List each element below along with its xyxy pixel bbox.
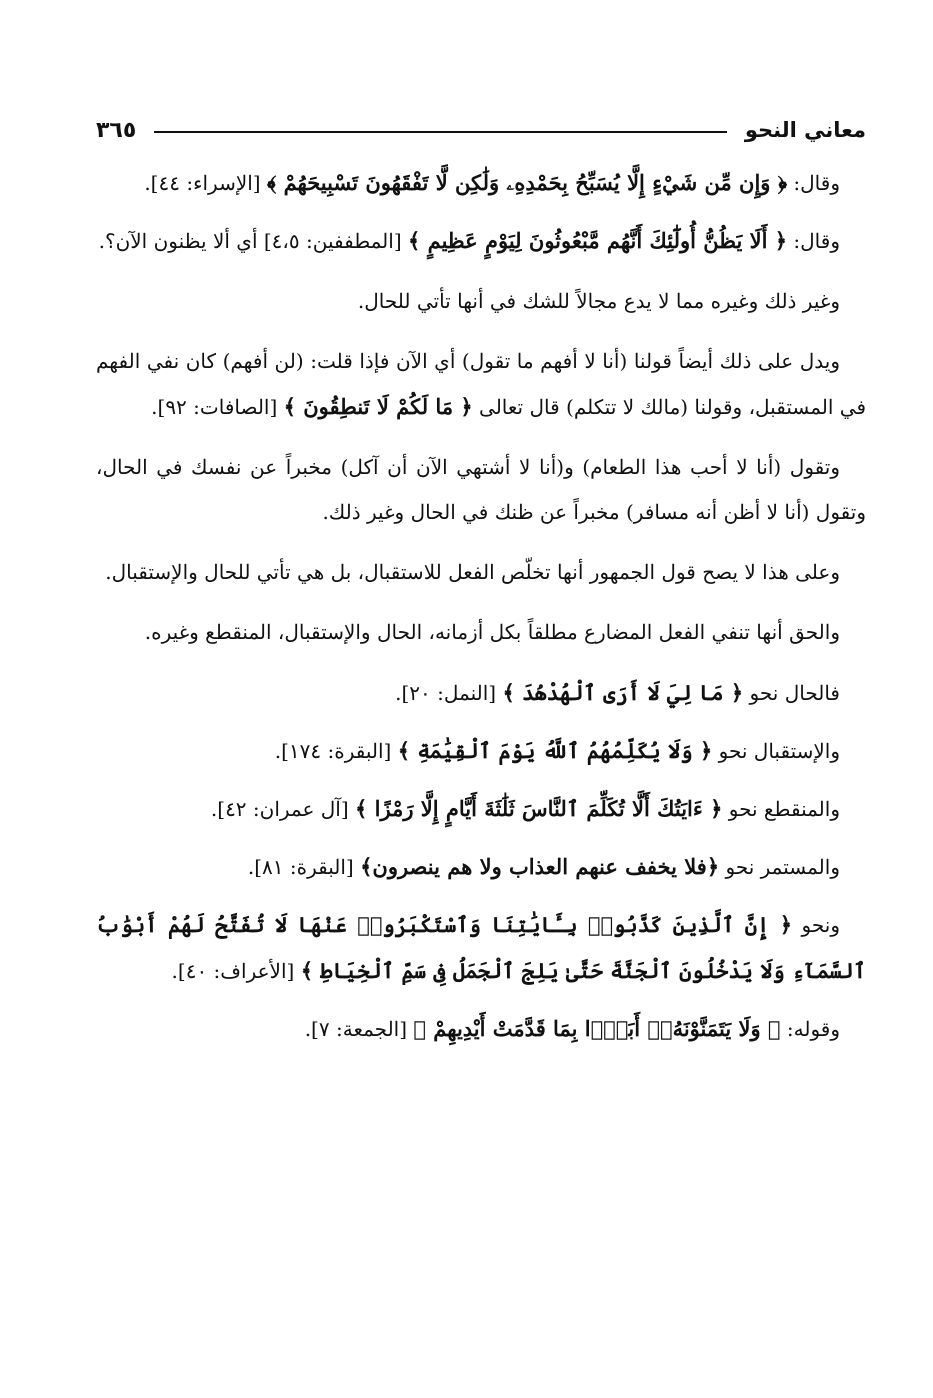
quran-verse: ﴿ وَلَا يَتَمَنَّوْنَهُۥٓ أَبَدًۢا بِمَا قَدَّمَتْ أَيْدِيهِمْ ﴾ [413,1016,781,1041]
citation: [الأعراف: ٤٠]. [171,959,301,983]
paragraph-lead: وقال: [787,229,840,253]
citation: [الإسراء: ٤٤]. [144,171,267,195]
paragraph-evidence [96,339,866,430]
book-page [96,110,866,1064]
quran-verse: ﴿ وَلَا يُكَلِّمُهُمُ ٱللَّهُ يَوْمَ ٱلْقِيَٰمَةِ ﴾ [397,738,713,763]
page-number: ٣٦٥ [96,117,137,143]
example-lead: وقوله: [780,1017,840,1041]
example-lead: فالحال نحو [743,681,840,705]
book-title: معاني النحو [744,118,866,142]
example-future [96,728,866,774]
example-continuous [96,844,866,890]
example-present [96,670,866,716]
example-jumua [96,1006,866,1052]
quran-verse: ﴿فلا يخفف عنهم العذاب ولا هم ينصرون﴾ [360,854,720,879]
citation: [آل عمران: ٤٢]. [210,797,356,821]
running-header [96,110,866,150]
header-rule [154,131,727,133]
paragraph-majority-view: وعلى هذا لا يصح قول الجمهور أنها تخلّص الفعل للاستقبال، بل هي تأتي للحال والإستقبال. [105,560,840,584]
example-lead: والمنقطع نحو [722,797,840,821]
example-lead: والإستقبال نحو [712,739,840,763]
citation: [المطففين: ٤،٥] أي ألا يظنون الآن؟. [98,229,408,253]
quran-verse: ﴿ مَا لَكُمْ لَا تَنطِقُونَ ﴾ [283,394,473,419]
example-araf [96,902,866,994]
citation: [الجمعة: ٧]. [304,1017,414,1041]
citation: [الصافات: ٩٢]. [151,395,284,419]
citation: [النمل: ٢٠]. [395,681,503,705]
paragraph-lead: وقال: [787,171,840,195]
paragraph-present-tense: وغير ذلك وغيره مما لا يدع مجالاً للشك في أنها تأتي للحال. [357,289,840,313]
paragraph-examples: وتقول (أنا لا أحب هذا الطعام) و(أنا لا أشتهي الآن أن آكل) مخبراً عن نفسك في الحال، وتقول (أنا لا أظن أنه مسافر) مخبراً عن ظنك في الحال وغير ذلك. [96,455,866,524]
quran-verse: ﴿ إِنَّ ٱلَّذِينَ كَذَّبُوا۟ بِـَٔايَٰتِنَا وَٱسْتَكْبَرُوا۟ عَنْهَا لَا تُفَتَّحُ لَهُمْ أَبْوَٰبُ ٱلسَّمَآءِ وَلَا يَدْخُلُونَ ٱلْجَنَّةَ حَتَّىٰ يَلِجَ ٱلْجَمَلُ فِى سَمِّ ٱلْخِيَاطِ ﴾ [96,912,866,983]
quran-verse: ﴿ مَا لِيَ لَا أَرَى ٱلْهُدْهُدَ ﴾ [502,680,744,705]
quran-verse: ﴿ ءَايَتُكَ أَلَّا تُكَلِّمَ ٱلنَّاسَ ثَلَٰثَةَ أَيَّامٍ إِلَّا رَمْزًا ﴾ [355,796,723,821]
example-lead: والمستمر نحو [719,855,840,879]
quran-verse: ﴿ أَلَا يَظُنُّ أُولَٰٓئِكَ أَنَّهُم مَّبْعُوثُونَ لِيَوْمٍ عَظِيمٍ ﴾ [408,228,788,253]
paragraph-quote-isra [96,160,866,206]
citation: [البقرة: ١٧٤]. [274,739,398,763]
paragraph-quote-mutaffifin [96,218,866,264]
paragraph-lead: ويدل على ذلك أيضاً قولنا (أنا لا أفهم ما تقول) أي الآن فإذا قلت: (لن أفهم) كان نفي الفهم في المستقبل، وقولنا (مالك لا تتكلم) قال تعالى [96,349,866,419]
paragraph-conclusion: والحق أنها تنفي الفعل المضارع مطلقاً بكل أزمانه، الحال والإستقبال، المنقطع وغيره. [144,620,840,644]
example-interrupted [96,786,866,832]
quran-verse: ﴿ وَإِن مِّن شَيْءٍ إِلَّا يُسَبِّحُ بِحَمْدِهِۦ وَلَٰكِن لَّا تَفْقَهُونَ تَسْبِيحَهُمْ ﴾ [266,170,788,195]
citation: [البقرة: ٨١]. [247,855,361,879]
example-lead: ونحو [792,913,840,937]
